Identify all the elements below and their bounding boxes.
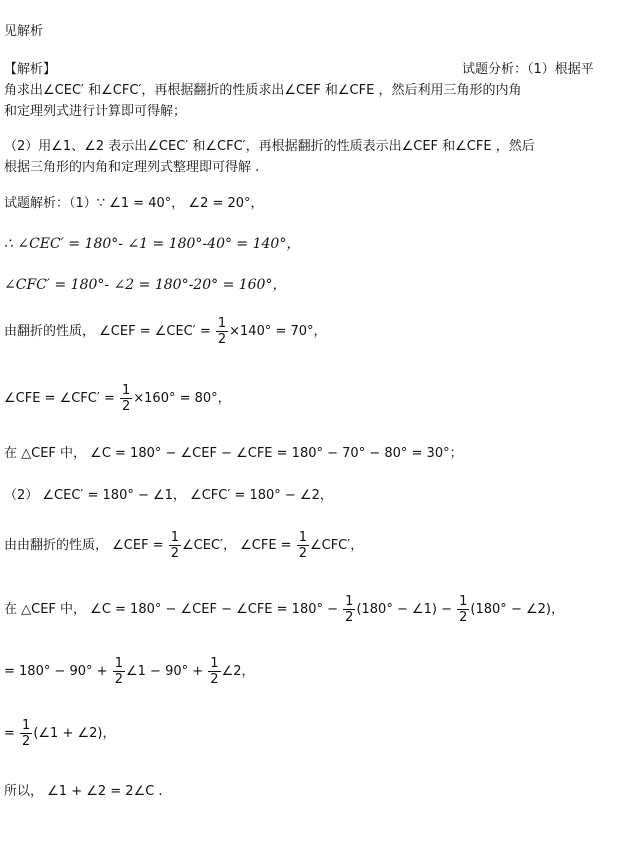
fraction-one-half (169, 530, 181, 561)
solution-step-8 (4, 530, 363, 561)
solution-step-2: ∴ ∠CEC′ = 180°- ∠1 = 180°-40° = 140°， (4, 236, 301, 252)
solution-step-4-text: 由翻折的性质， ∠CEF = ∠CEC′ = (4, 324, 215, 339)
solution-step-9-text: 在 △CEF 中， ∠C = 180° − ∠CEF − ∠CFE = 180° − (4, 602, 343, 617)
solution-step-10-mid: ∠1 − 90° + (125, 664, 208, 679)
fraction-one-half (216, 316, 228, 347)
fraction-numerator: 1 (22, 718, 31, 733)
fraction-numerator: 1 (114, 656, 123, 671)
fraction-denominator: 2 (22, 734, 31, 749)
solution-step-8-text: 由由翻折的性质， ∠CEF = (4, 538, 168, 553)
fraction-denominator: 2 (114, 672, 123, 687)
solution-step-10 (4, 656, 255, 687)
solution-step-8-tail: ∠CFC′， (309, 538, 364, 553)
analysis-right-label: 试题分析：（1）根据平 (462, 62, 594, 77)
solution-step-5-tail: ×160° = 80°， (133, 391, 231, 406)
solution-conclusion: 所以， ∠1 + ∠2 = 2∠C . (4, 784, 163, 799)
answer-title: 见解析 (4, 24, 44, 39)
solution-step-4 (4, 316, 327, 347)
fraction-one-half (457, 594, 469, 625)
fraction-numerator: 1 (170, 530, 179, 545)
fraction-one-half (208, 656, 220, 687)
fraction-numerator: 1 (210, 656, 219, 671)
analysis-tag: 【解析】 (4, 62, 57, 77)
fraction-one-half (113, 656, 125, 687)
fraction-denominator: 2 (459, 610, 468, 625)
solution-step-7: （2） ∠CEC′ = 180° − ∠1， ∠CFC′ = 180° − ∠2， (4, 488, 333, 503)
solution-step-1: 试题解析：（1）∵ ∠1 = 40°， ∠2 = 20°， (4, 196, 264, 211)
solution-step-5 (4, 383, 231, 414)
fraction-numerator: 1 (345, 594, 354, 609)
fraction-numerator: 1 (459, 594, 468, 609)
fraction-one-half (343, 594, 355, 625)
analysis-part2-line-1: （2）用∠1、∠2 表示出∠CEC′ 和∠CFC′，再根据翻折的性质表示出∠CEF 和∠CFE ，然后 (4, 139, 535, 154)
solution-step-11-text: = (4, 726, 20, 741)
solution-step-11 (4, 718, 115, 749)
solution-step-9-tail: (180° − ∠2)， (470, 602, 564, 617)
fraction-numerator: 1 (298, 530, 307, 545)
fraction-one-half (297, 530, 309, 561)
solution-step-3: ∠CFC′ = 180°- ∠2 = 180°-20° = 160°， (4, 277, 287, 293)
fraction-denominator: 2 (210, 672, 219, 687)
fraction-numerator: 1 (121, 383, 131, 398)
solution-step-10-tail: ∠2， (221, 664, 255, 679)
fraction-denominator: 2 (170, 546, 179, 561)
analysis-line-1: 角求出∠CEC′ 和∠CFC′，再根据翻折的性质求出∠CEF 和∠CFE ，然后利用三角形的内角 (4, 83, 522, 98)
fraction-one-half (20, 718, 32, 749)
fraction-denominator: 2 (298, 546, 307, 561)
solution-step-9-mid: (180° − ∠1) − (356, 602, 457, 617)
fraction-denominator: 2 (345, 610, 354, 625)
solution-step-6: 在 △CEF 中， ∠C = 180° − ∠CEF − ∠CFE = 180° − 70° − 80° = 30°； (4, 446, 463, 461)
solution-step-5-text: ∠CFE = ∠CFC′ = (4, 391, 119, 406)
solution-step-9 (4, 594, 564, 625)
analysis-part2-line-2: 根据三角形的内角和定理列式整理即可得解 . (4, 160, 260, 175)
analysis-line-2: 和定理列式进行计算即可得解； (4, 104, 187, 119)
solution-step-10-text: = 180° − 90° + (4, 664, 112, 679)
solution-step-4-tail: ×140° = 70°， (229, 324, 327, 339)
fraction-one-half (120, 383, 132, 414)
fraction-numerator: 1 (217, 316, 227, 331)
solution-step-8-mid: ∠CEC′， ∠CFE = (182, 538, 296, 553)
fraction-denominator: 2 (217, 332, 227, 347)
fraction-denominator: 2 (121, 399, 131, 414)
solution-step-11-tail: (∠1 + ∠2)， (33, 726, 116, 741)
